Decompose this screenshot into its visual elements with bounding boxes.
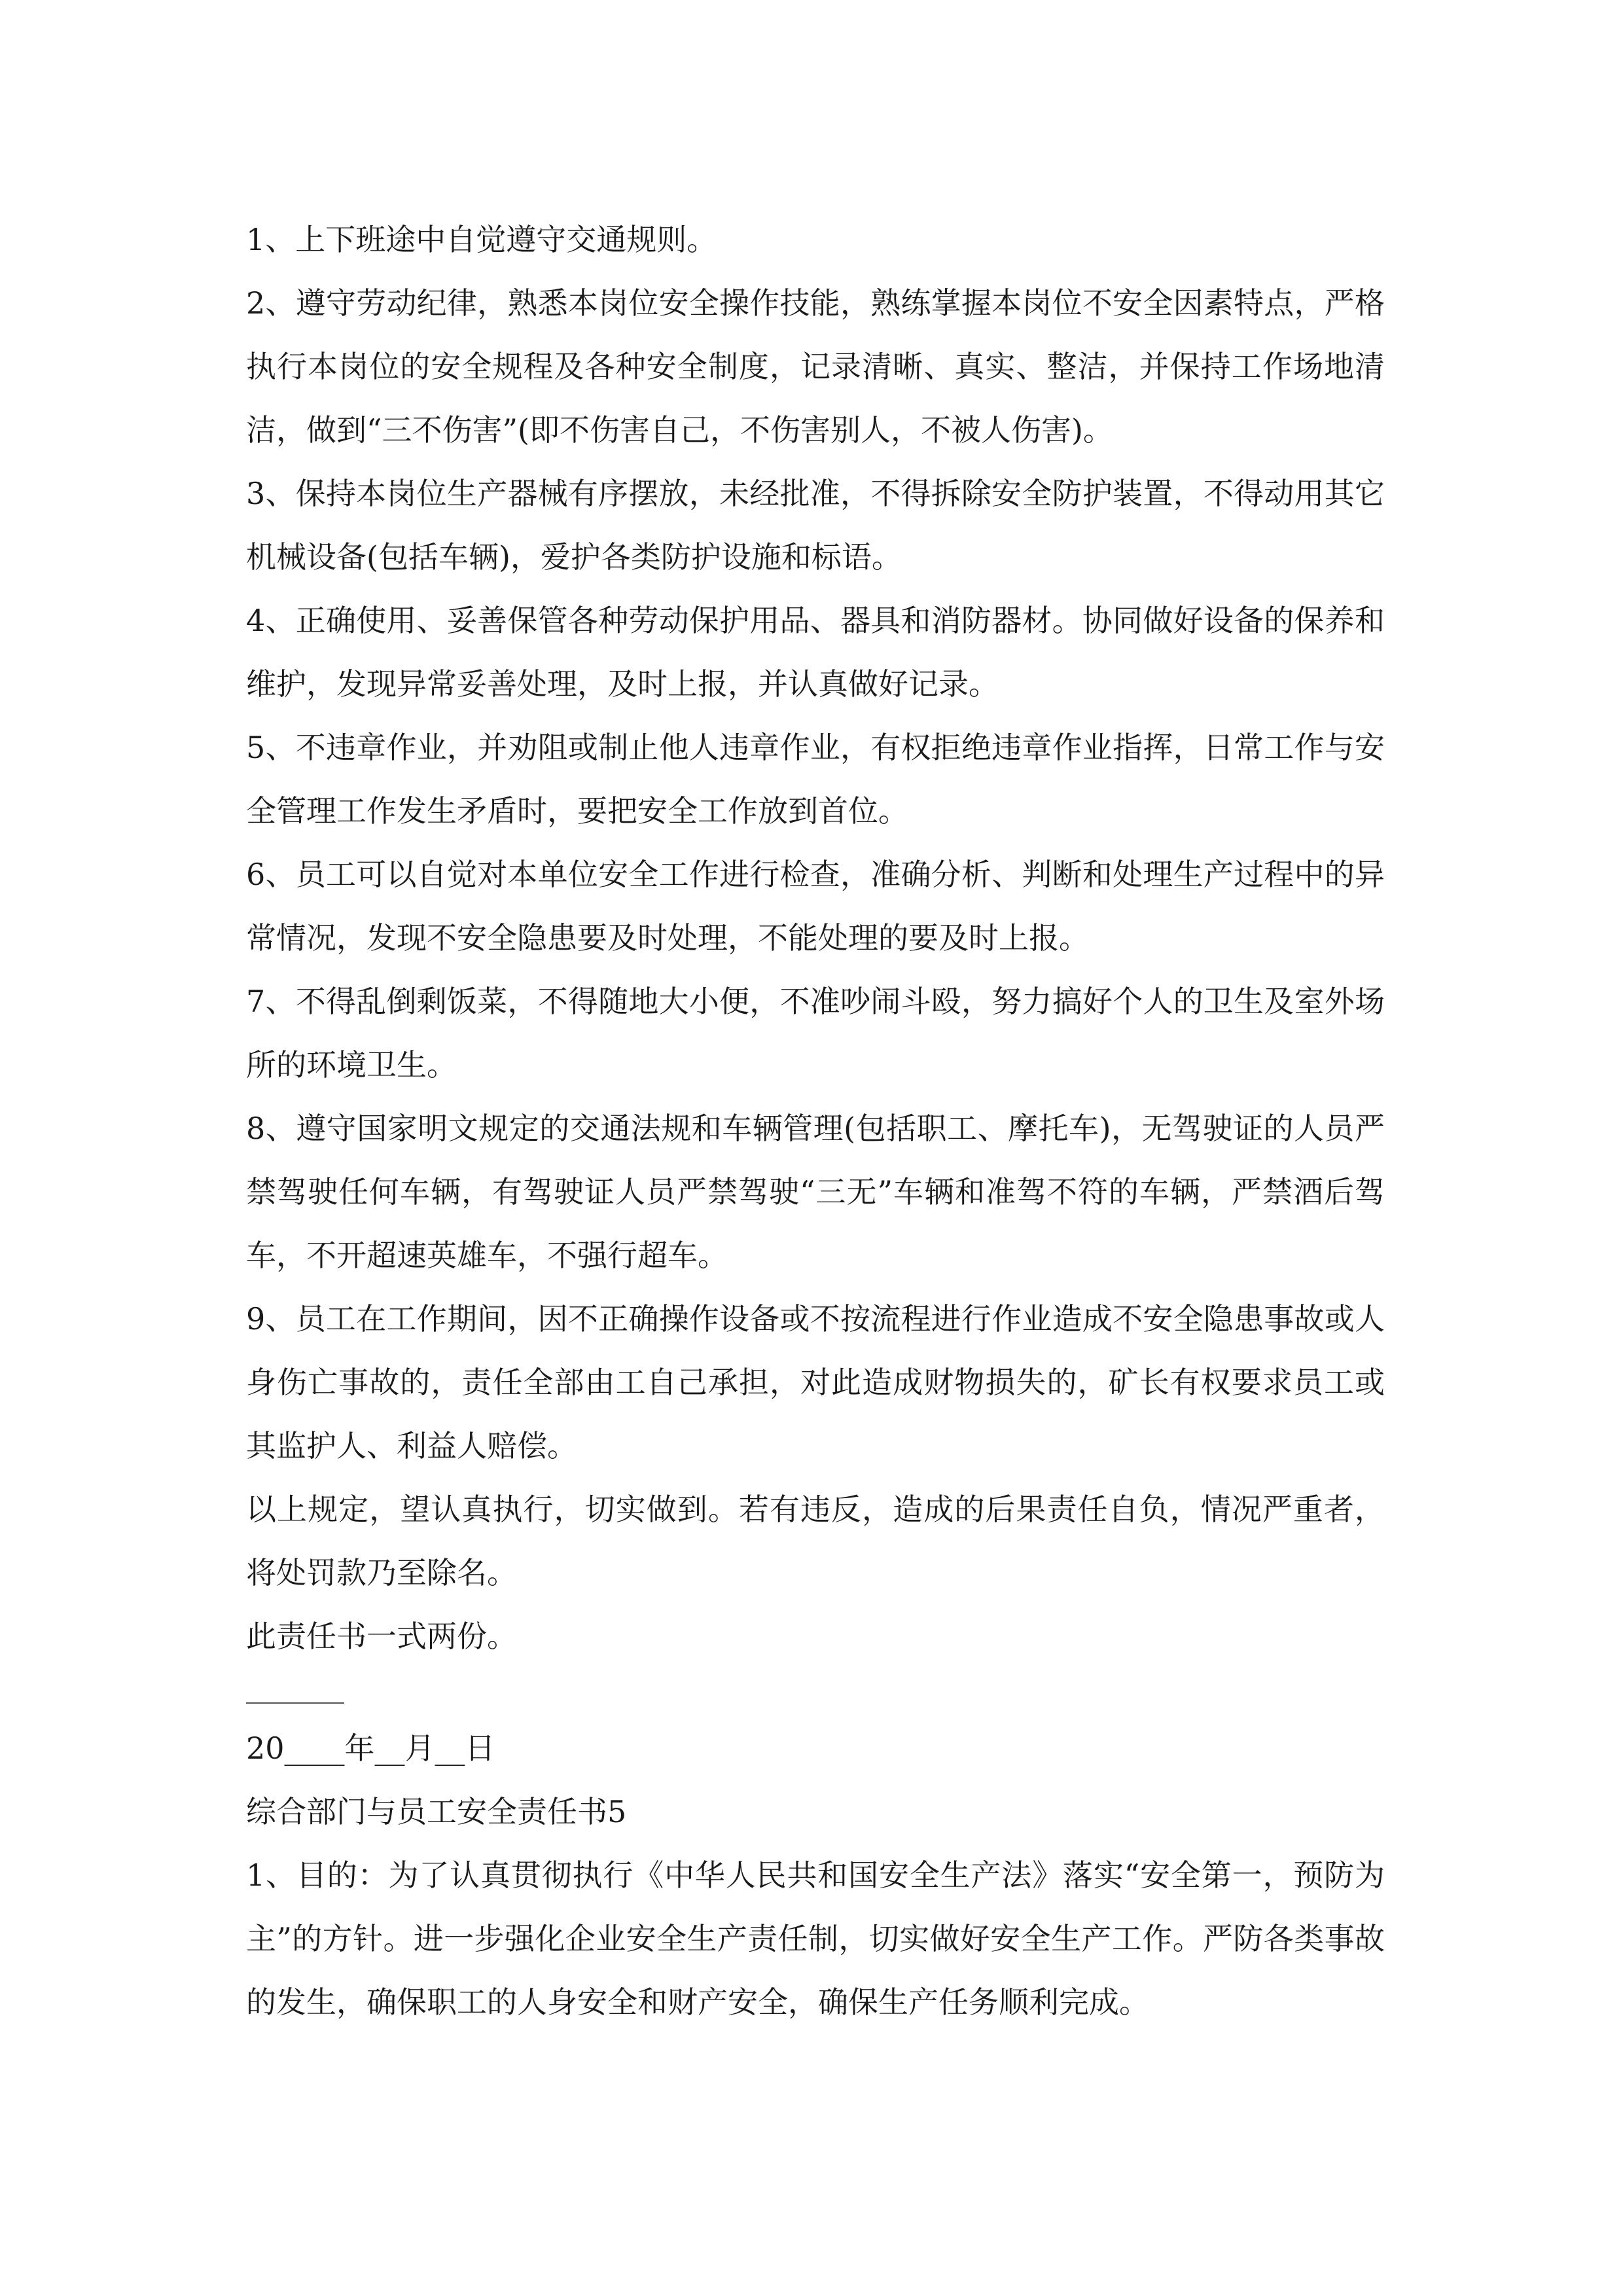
document-body <box>246 208 1385 2034</box>
clause-1: 1、上下班途中自觉遵守交通规则。 <box>246 222 717 257</box>
clause-6: 6、员工可以自觉对本单位安全工作进行检查，准确分析、判断和处理生产过程中的异常情况，发现不安全隐患要及时处理，不能处理的要及时上报。 <box>246 857 1385 956</box>
clause-4: 4、正确使用、妥善保管各种劳动保护用品、器具和消防器材。协同做好设备的保养和维护，发现异常妥善处理，及时上报，并认真做好记录。 <box>246 603 1385 702</box>
closing-statement: 以上规定，望认真执行，切实做到。若有违反，造成的后果责任自负，情况严重者，将处罚款乃至除名。 <box>246 1492 1385 1590</box>
clause-3: 3、保持本岗位生产器械有序摆放，未经批准，不得拆除安全防护装置，不得动用其它机械设备(包括车辆)，爱护各类防护设施和标语。 <box>246 476 1385 575</box>
clause-2: 2、遵守劳动纪律，熟悉本岗位安全操作技能，熟练掌握本岗位不安全因素特点，严格执行本岗位的安全规程及各种安全制度，记录清晰、真实、整洁，并保持工作场地清洁，做到“三不伤害”(即不伤害自己，不伤害别人，不被人伤害)。 <box>246 285 1385 448</box>
signature-line <box>246 1702 344 1704</box>
clause-9: 9、员工在工作期间，因不正确操作设备或不按流程进行作业造成不安全隐患事故或人身伤亡事故的，责任全部由工自己承担，对此造成财物损失的，矿长有权要求员工或其监护人、利益人赔偿。 <box>246 1301 1385 1463</box>
copies-note: 此责任书一式两份。 <box>246 1619 517 1654</box>
clause-7: 7、不得乱倒剩饭菜，不得随地大小便，不准吵闹斗殴，努力搞好个人的卫生及室外场所的环境卫生。 <box>246 984 1385 1083</box>
purpose-paragraph: 1、目的：为了认真贯彻执行《中华人民共和国安全生产法》落实“安全第一，预防为主”的方针。进一步强化企业安全生产责任制，切实做好安全生产工作。严防各类事故的发生，确保职工的人身安全和财产安全，确保生产任务顺利完成。 <box>246 1857 1385 2020</box>
date-line: 20____年__月__日 <box>246 1731 495 1766</box>
clause-8: 8、遵守国家明文规定的交通法规和车辆管理(包括职工、摩托车)，无驾驶证的人员严禁驾驶任何车辆，有驾驶证人员严禁驾驶“三无”车辆和准驾不符的车辆，严禁酒后驾车，不开超速英雄车，不强行超车。 <box>246 1111 1385 1273</box>
section-title: 综合部门与员工安全责任书5 <box>246 1794 627 1829</box>
clause-5: 5、不违章作业，并劝阻或制止他人违章作业，有权拒绝违章作业指挥，日常工作与安全管理工作发生矛盾时，要把安全工作放到首位。 <box>246 730 1385 829</box>
